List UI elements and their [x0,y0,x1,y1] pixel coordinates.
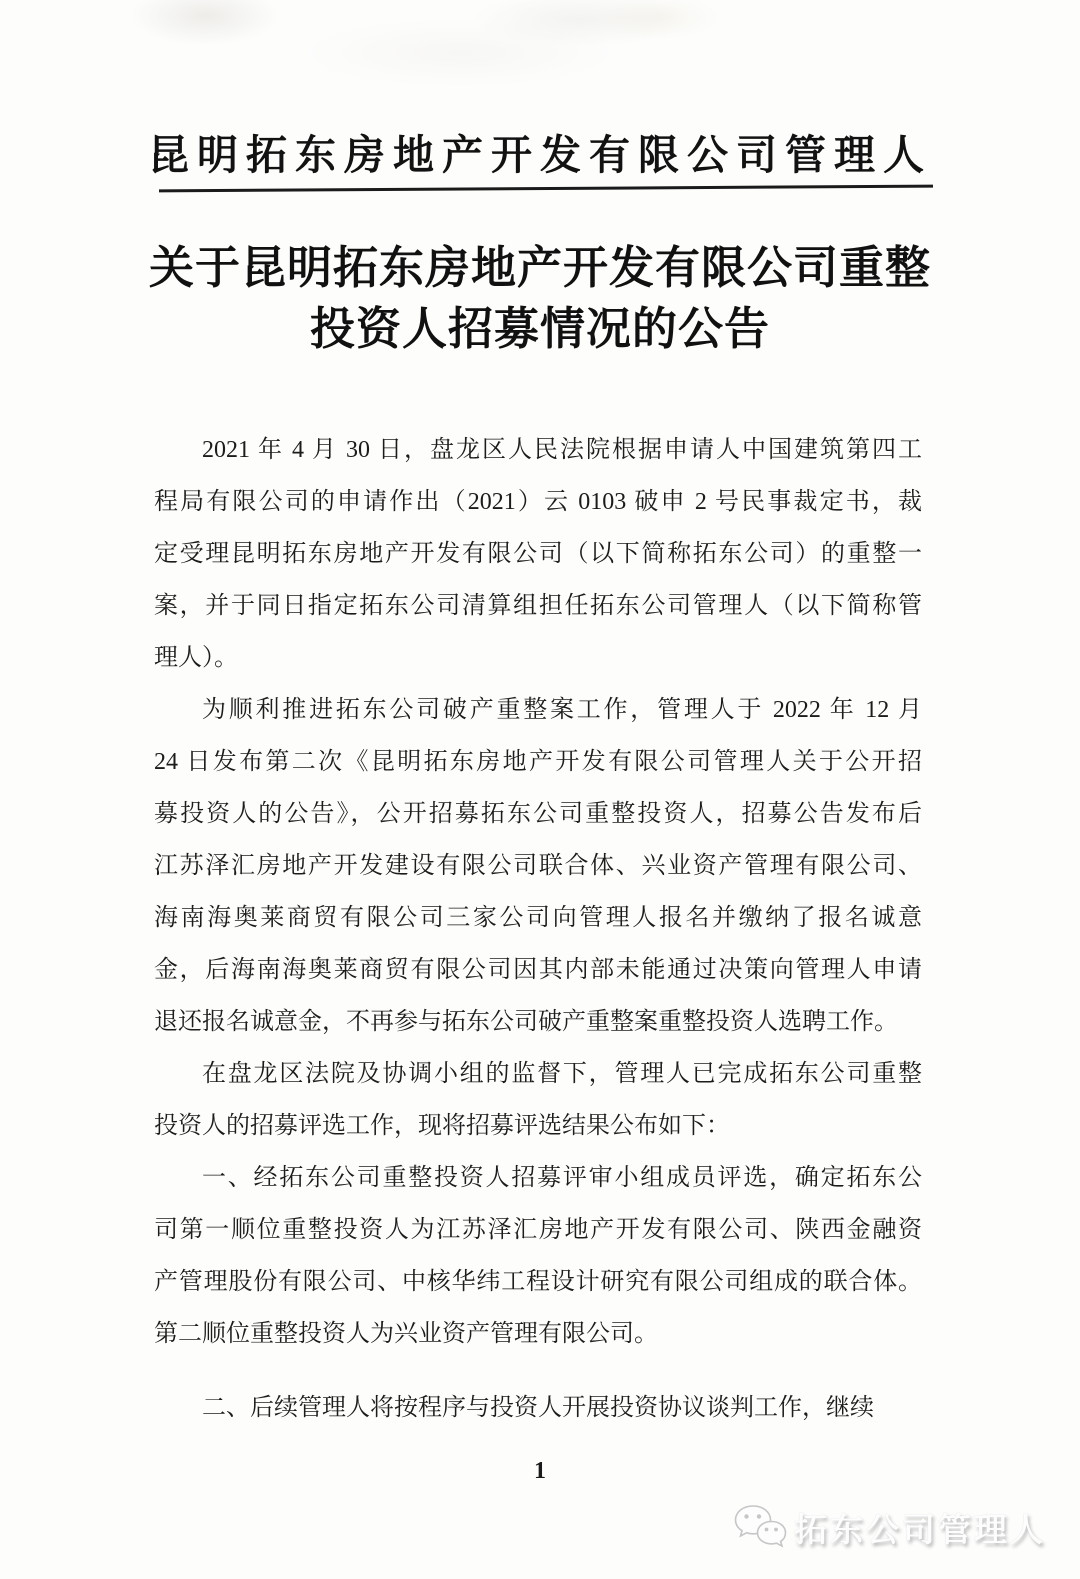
paragraph [154,424,922,684]
title-line-2: 投资人招募情况的公告 [309,304,770,354]
scan-smudge [130,0,280,46]
body-line: 司第一顺位重整投资人为江苏泽汇房地产开发有限公司、陕西金融资 [154,1217,922,1243]
paragraph [154,684,922,1048]
watermark-text: 拓东公司管理人 [794,1510,1046,1548]
body-line: 程局有限公司的申请作出（2021）云 0103 破申 2 号民事裁定书，裁 [154,489,922,515]
scan-smudge [300,18,620,88]
body-line: 退还报名诚意金，不再参与拓东公司破产重整案重整投资人选聘工作。 [154,1009,898,1035]
document-body [154,424,922,1434]
org-header: 昆明拓东房地产开发有限公司管理人 [148,132,932,178]
body-line: 海南海奥莱商贸有限公司三家公司向管理人报名并缴纳了报名诚意 [154,905,922,931]
scan-smudge [470,0,690,47]
watermark [732,1503,1046,1551]
paragraph [154,1152,922,1360]
body-line: 投资人的招募评选工作，现将招募评选结果公布如下： [154,1113,730,1139]
page-number: 1 [534,1458,546,1484]
body-line: 二、后续管理人将按程序与投资人开展投资协议谈判工作，继续 [202,1395,874,1421]
body-line: 一、经拓东公司重整投资人招募评审小组成员评选，确定拓东公 [202,1165,922,1191]
body-line: 金，后海南海奥莱商贸有限公司因其内部未能通过决策向管理人申请 [154,957,922,983]
body-line: 24 日发布第二次《昆明拓东房地产开发有限公司管理人关于公开招 [154,749,922,775]
header-rule [159,185,933,193]
body-line: 江苏泽汇房地产开发建设有限公司联合体、兴业资产管理有限公司、 [154,853,922,879]
body-line: 募投资人的公告》，公开招募拓东公司重整投资人，招募公告发布后 [154,801,922,827]
body-line: 为顺利推进拓东公司破产重整案工作，管理人于 2022 年 12 月 [202,697,922,723]
title-line-1: 关于昆明拓东房地产开发有限公司重整 [148,243,931,293]
body-line: 理人）。 [154,645,238,671]
body-line: 第二顺位重整投资人为兴业资产管理有限公司。 [154,1321,658,1347]
document-title [0,238,1080,360]
body-line: 2021 年 4 月 30 日，盘龙区人民法院根据申请人中国建筑第四工 [202,437,922,463]
body-line: 定受理昆明拓东房地产开发有限公司（以下简称拓东公司）的重整一 [154,541,922,567]
body-line: 在盘龙区法院及协调小组的监督下，管理人已完成拓东公司重整 [202,1061,922,1087]
body-line: 案，并于同日指定拓东公司清算组担任拓东公司管理人（以下简称管 [154,593,922,619]
paragraph [154,1382,922,1434]
scan-smudge [600,0,720,40]
wechat-icon [732,1503,788,1551]
paragraph [154,1048,922,1152]
body-line: 产管理股份有限公司、中核华纬工程设计研究有限公司组成的联合体。 [154,1269,922,1295]
